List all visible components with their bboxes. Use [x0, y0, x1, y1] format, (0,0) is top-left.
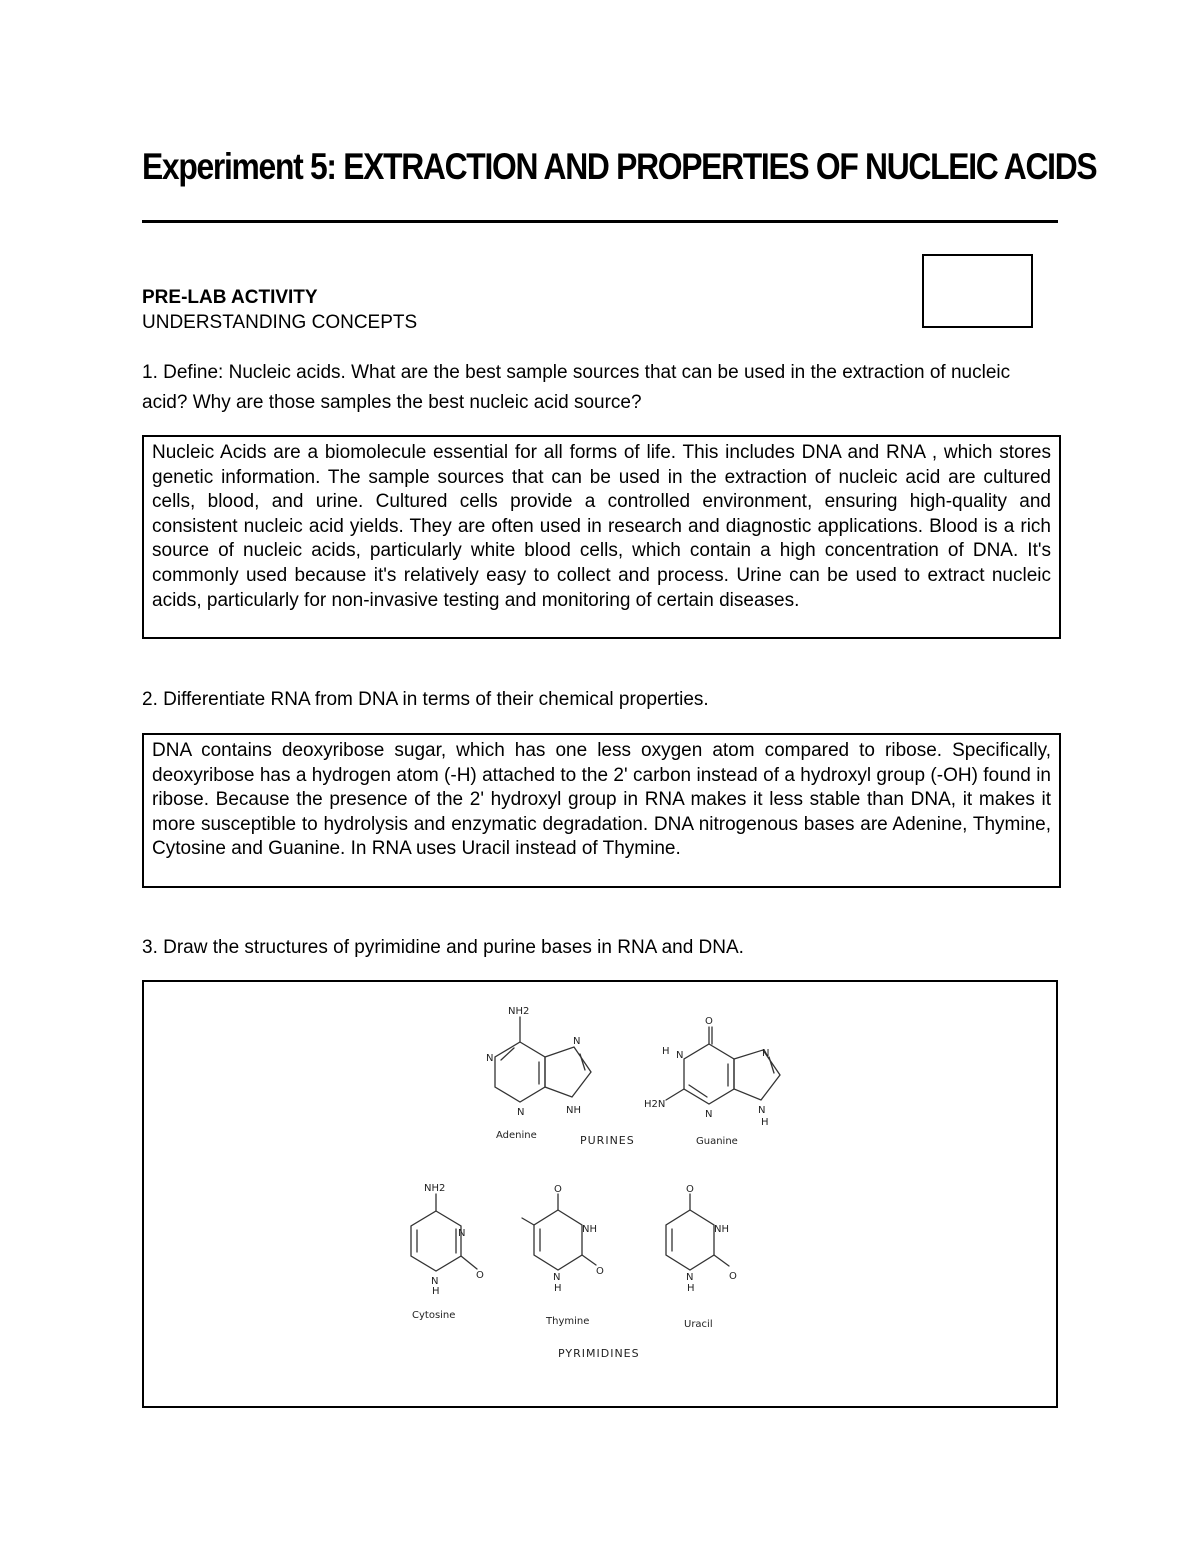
adenine-structure [486, 1006, 591, 1141]
question-1-prompt: 1. Define: Nucleic acids. What are the best sample sources that can be used in the extraction of nucleic acid? Why are those samples the best nucleic acid source? [142, 362, 1011, 413]
cytosine-structure [411, 1183, 484, 1321]
thymine-h-label: H [554, 1283, 562, 1294]
question-2-answer[interactable]: DNA contains deoxyribose sugar, which has one less oxygen atom compared to ribose. Specifically, deoxyribose has a hydrogen atom (-H) attached to the 2' carbon instead of a hydroxyl group (-OH) found in ribose. Because the presence of the 2' hydroxyl group in RNA makes it less stable than DNA, it makes it more susceptible to hydrolysis and enzymatic degradation. DNA nitrogenous bases are Adenine, Thymine, Cytosine and Guanine. In RNA uses Uracil instead of Thymine. [142, 733, 1061, 888]
cytosine-o-label: O [476, 1270, 484, 1281]
purines-label: PURINES [580, 1134, 635, 1147]
guanine-n1-label: N [676, 1050, 684, 1061]
nucleobase-structures-drawing [144, 982, 1056, 1406]
section-subtitle: UNDERSTANDING CONCEPTS [142, 312, 418, 333]
guanine-o-label: O [705, 1016, 713, 1027]
cytosine-name: Cytosine [412, 1310, 456, 1321]
uracil-name: Uracil [684, 1319, 713, 1330]
question-2-prompt: 2. Differentiate RNA from DNA in terms of their chemical properties. [142, 689, 709, 710]
guanine-n9-label: N [758, 1105, 766, 1116]
uracil-n1-label: N [686, 1272, 694, 1283]
uracil-nh-label: NH [714, 1224, 729, 1235]
thymine-nh-label: NH [582, 1224, 597, 1235]
uracil-o-label: O [686, 1184, 694, 1195]
adenine-name: Adenine [496, 1130, 537, 1141]
question-3-prompt: 3. Draw the structures of pyrimidine and purine bases in RNA and DNA. [142, 937, 744, 958]
cytosine-nh2-label: NH2 [424, 1183, 446, 1194]
thymine-o-label: O [554, 1184, 562, 1195]
adenine-n1-label: N [486, 1053, 494, 1064]
uracil-o2-label: O [729, 1271, 737, 1282]
structures-drawing-box[interactable] [142, 980, 1058, 1408]
section-title: PRE-LAB ACTIVITY [142, 287, 318, 308]
thymine-n1-label: N [553, 1272, 561, 1283]
adenine-n9-label: NH [566, 1105, 581, 1116]
cytosine-n3-label: N [458, 1228, 466, 1239]
document-title: Experiment 5: EXTRACTION AND PROPERTIES OF NUCLEIC ACIDS [142, 146, 1097, 187]
adenine-nh2-label: NH2 [508, 1006, 530, 1017]
cytosine-h-label: H [432, 1286, 440, 1297]
score-box[interactable] [922, 254, 1033, 328]
guanine-h1-label: H [662, 1046, 670, 1057]
guanine-h9-label: H [761, 1117, 769, 1128]
guanine-n3-label: N [705, 1109, 713, 1120]
title-underline [142, 220, 1058, 223]
cytosine-n1-label: N [431, 1276, 439, 1287]
pyrimidines-label: PYRIMIDINES [558, 1347, 640, 1360]
guanine-name: Guanine [696, 1136, 738, 1147]
thymine-structure [522, 1184, 604, 1327]
guanine-h2n-label: H2N [644, 1099, 666, 1110]
thymine-o2-label: O [596, 1266, 604, 1277]
thymine-name: Thymine [546, 1316, 590, 1327]
adenine-n3-label: N [517, 1107, 525, 1118]
adenine-n7-label: N [573, 1036, 581, 1047]
uracil-structure [666, 1184, 737, 1330]
guanine-n7-label: N [762, 1048, 770, 1059]
uracil-h-label: H [687, 1283, 695, 1294]
question-1-answer[interactable]: Nucleic Acids are a biomolecule essential for all forms of life. This includes DNA and RNA , which stores genetic information. The sample sources that can be used in the extraction of nucleic acid are cultured cells, blood, and urine. Cultured cells provide a controlled environment, ensuring high-quality and consistent nucleic acid yields. They are often used in research and diagnostic applications. Blood is a rich source of nucleic acids, particularly white blood cells, which contain a high concentration of DNA. It's commonly used because it's relatively easy to collect and process. Urine can be used to extract nucleic acids, particularly for non-invasive testing and monitoring of certain diseases. [142, 435, 1061, 639]
guanine-structure [644, 1016, 780, 1147]
